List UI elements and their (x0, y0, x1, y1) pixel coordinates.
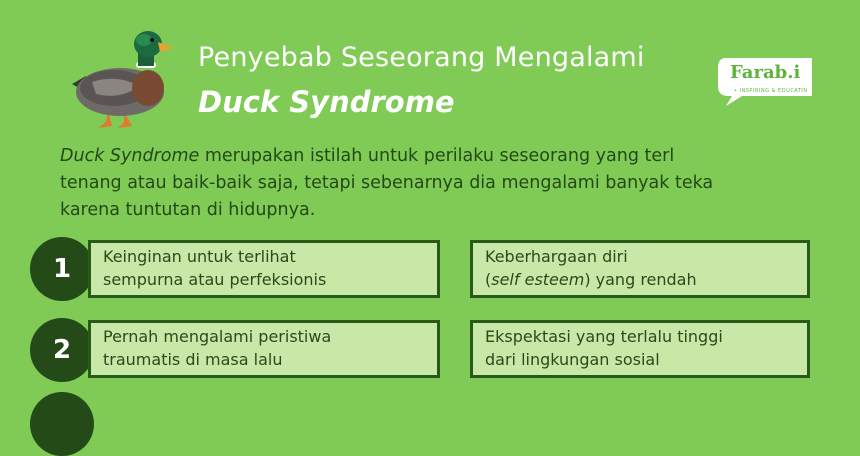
intro-line-1-text: merupakan istilah untuk perilaku seseorang yang terl (199, 146, 675, 166)
paren-open: ( (485, 270, 492, 289)
cause-card-text: Keberhargaan diri (485, 247, 628, 266)
cause-card-1-right (470, 240, 810, 298)
cause-card-text: dari lingkungan sosial (485, 350, 660, 369)
title-line-2: Duck Syndrome (198, 85, 455, 119)
title-line-1: Penyebab Seseorang Mengalami (198, 42, 645, 73)
number-badge-1: 1 (30, 237, 94, 301)
logo-tagline: • INSPIRING & EDUCATIN (734, 88, 808, 94)
cause-card-text: Keinginan untuk terlihat (103, 247, 296, 266)
cause-card-2-left (88, 320, 440, 378)
brand-logo (712, 52, 812, 108)
logo-name: Farab.i (730, 62, 801, 83)
number-badge-2: 2 (30, 318, 94, 382)
cause-card-text-2 (485, 268, 795, 291)
duck-illustration (64, 22, 184, 134)
cause-card-text: sempurna atau perfeksionis (103, 270, 327, 289)
cause-card-text: traumatis di masa lalu (103, 350, 283, 369)
cause-card-1-left (88, 240, 440, 298)
cause-card-2-right (470, 320, 810, 378)
intro-line-1 (60, 143, 860, 170)
intro-line-3: karena tuntutan di hidupnya. (60, 200, 316, 220)
italic-term: self esteem (491, 270, 585, 289)
number-badge-3-partial (30, 392, 94, 456)
paren-close-text: ) yang rendah (584, 270, 697, 289)
intro-line-2: tenang atau baik-baik saja, tetapi sebenarnya dia mengalami banyak teka (60, 173, 714, 193)
intro-term: Duck Syndrome (60, 146, 200, 166)
cause-card-text: Pernah mengalami peristiwa (103, 327, 332, 346)
intro-paragraph (60, 143, 860, 224)
cause-card-text: Ekspektasi yang terlalu tinggi (485, 327, 723, 346)
